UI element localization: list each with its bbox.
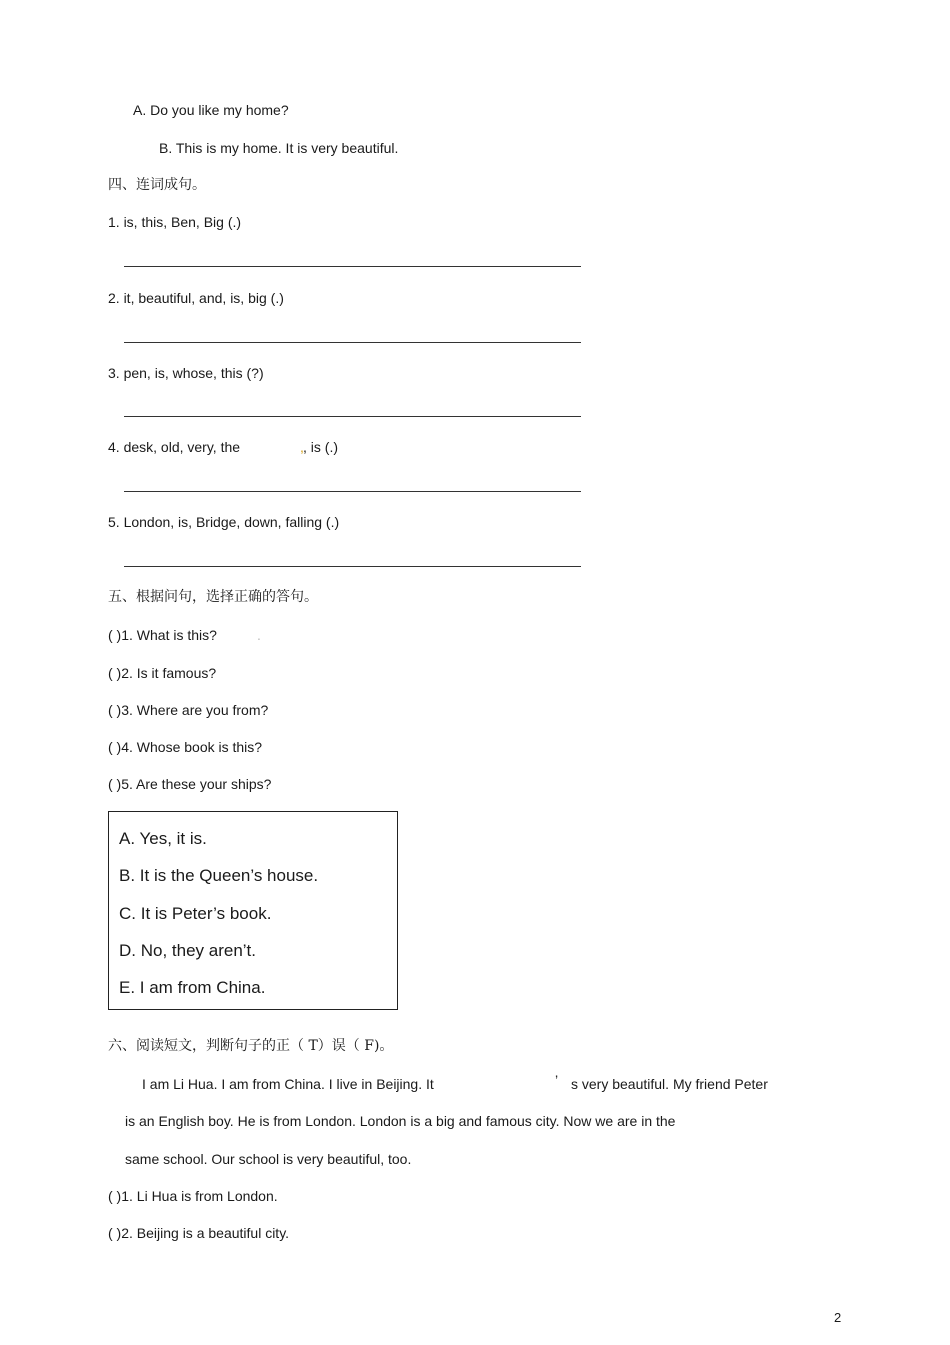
option-a: A. Do you like my home? — [133, 102, 289, 118]
answer-option-c: C. It is Peter’s book. — [119, 904, 272, 923]
section6-question-2: ( )2. Beijing is a beautiful city. — [108, 1225, 290, 1241]
passage-line-2: is an English boy. He is from London. London is a big and famous city. Now we are in the — [125, 1113, 676, 1129]
answer-option-b: B. It is the Queen’s house. — [119, 866, 319, 885]
answer-blank-5[interactable] — [124, 566, 581, 567]
passage-line-1a: I am Li Hua. I am from China. I live in Beijing. It — [142, 1076, 434, 1092]
question1-mark: . — [257, 627, 261, 643]
section5-question-4: ( )4. Whose book is this? — [108, 739, 263, 755]
section5-heading: 五、根据问句，选择正确的答句。 — [108, 589, 318, 605]
section4-item-4-tail: , is (.) — [303, 439, 338, 455]
answer-blank-4[interactable] — [124, 491, 581, 492]
answer-option-d: D. No, they aren’t. — [119, 941, 257, 960]
answer-options-box — [108, 811, 398, 1010]
answer-option-e: E. I am from China. — [119, 978, 266, 997]
passage-line-3: same school. Our school is very beautiful, too. — [125, 1151, 412, 1167]
section6-heading: 六、阅读短文，判断句子的正（ T）误（ F)。 — [108, 1038, 394, 1054]
section6-question-1: ( )1. Li Hua is from London. — [108, 1188, 278, 1204]
page-number: 2 — [834, 1310, 842, 1325]
section4-item-3: 3. pen, is, whose, this (?) — [108, 365, 264, 381]
section4-item-5: 5. London, is, Bridge, down, falling (.) — [108, 514, 340, 530]
section5-question-5: ( )5. Are these your ships? — [108, 776, 272, 792]
section5-question-3: ( )3. Where are you from? — [108, 702, 269, 718]
answer-blank-3[interactable] — [124, 416, 581, 417]
section4-item-4: 4. desk, old, very, the — [108, 439, 241, 455]
section5-question-2: ( )2. Is it famous? — [108, 665, 217, 681]
section4-item-1: 1. is, this, Ben, Big (.) — [108, 214, 242, 230]
answer-blank-1[interactable] — [124, 266, 581, 267]
section4-heading: 四、连词成句。 — [108, 177, 206, 193]
answer-blank-2[interactable] — [124, 342, 581, 343]
section5-question-1: ( )1. What is this? — [108, 627, 217, 643]
answer-option-a: A. Yes, it is. — [119, 829, 207, 848]
section4-item-2: 2. it, beautiful, and, is, big (.) — [108, 290, 284, 306]
passage-line-1b: s very beautiful. My friend Peter — [571, 1076, 768, 1092]
passage-apostrophe: ’ — [555, 1072, 559, 1088]
item4-mark: , — [300, 439, 304, 455]
option-b: B. This is my home. It is very beautiful. — [159, 140, 399, 156]
